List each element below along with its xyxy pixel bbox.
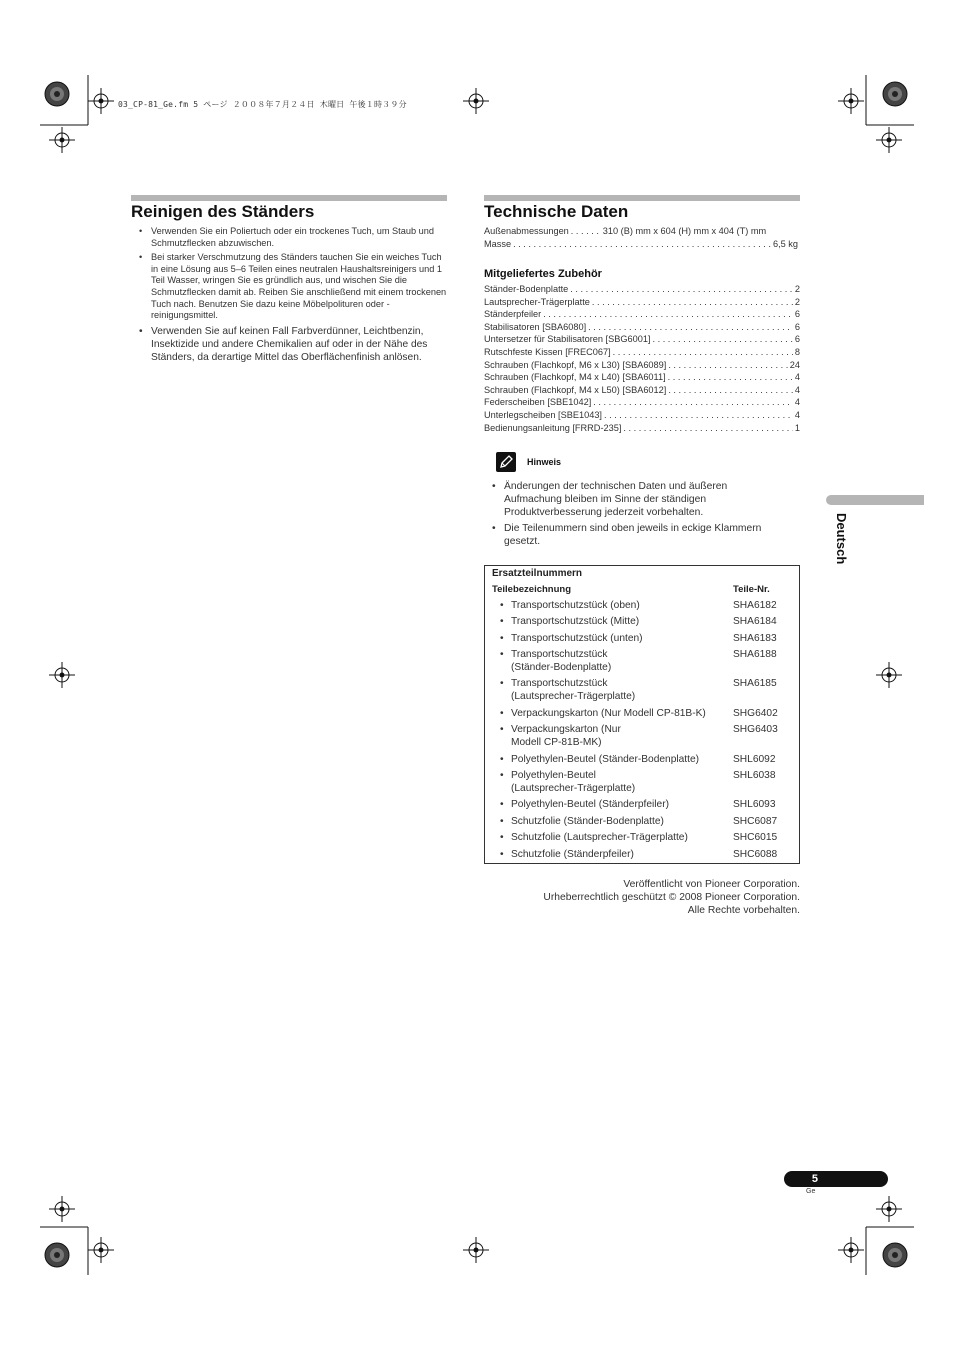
- list-item: • Verwenden Sie ein Poliertuch oder ein trockenes Tuch, um Staub und Schmutzflecken abzuwischen.: [131, 226, 449, 249]
- publisher-line: Urheberrechtlich geschützt © 2008 Pioneer Corporation.: [543, 892, 800, 903]
- spec-row: Außenabmessungen . . . 310 (B) mm x 604 (H) mm x 404 (T) mm: [484, 225, 798, 238]
- section-bar: [131, 195, 447, 201]
- list-item: Schrauben (Flachkopf, M4 x L50) [SBA6012] . . . 4: [484, 384, 800, 397]
- print-header: 03_CP-81_Ge.fm 5 ページ ２００８年７月２４日 木曜日 午後１時３９分: [118, 100, 407, 109]
- note-list: [484, 480, 784, 551]
- list-item: Stabilisatoren [SBA6080] . . . 6: [484, 321, 800, 334]
- spec-row: Masse . . . 6,5 kg: [484, 238, 798, 251]
- language-label: Deutsch: [834, 513, 849, 565]
- note-title: Hinweis: [527, 457, 562, 467]
- list-item: Unterlegscheiben [SBE1043] . . . 4: [484, 409, 800, 422]
- section-title-cleaning: Reinigen des Ständers: [131, 202, 315, 221]
- section-title-specs: Technische Daten: [484, 202, 629, 221]
- registration-mark-icon: [88, 88, 114, 114]
- accessories-list: [484, 283, 800, 434]
- list-item: • Verwenden Sie auf keinen Fall Farbverdünner, Leichtbenzin, Insektizide und andere Chemikalien auf oder in der Nähe des Ständers, da derartige Mittel das Oberflächenfinish anlösen.: [131, 325, 449, 364]
- registration-mark-icon: [838, 88, 864, 114]
- column-header-number: Teile-Nr.: [733, 584, 770, 595]
- accessories-title: Mitgeliefertes Zubehör: [484, 268, 602, 280]
- list-item: Ständerpfeiler . . . 6: [484, 308, 800, 321]
- list-item: Ständer-Bodenplatte . . . 2: [484, 283, 800, 296]
- list-item: Federscheiben [SBE1042] . . . 4: [484, 396, 800, 409]
- list-item: Lautsprecher-Trägerplatte . . . 2: [484, 296, 800, 309]
- spare-parts-table: Ersatzteilnummern Teilebezeichnung Teile-Nr. • Transportschutzstück (oben) SHA6182 • Transportschutzstück (Mitte) SHA6184 • Transportschutzstück (unten) SHA6183 • Transportschutzstück (Ständer-Bodenplatte) SHA6188 • Transportschutzstück (Lautsprecher-Trägerplatte) SHA6185 • Verpackungskarton (Nur Modell CP-81B-K) SHG6402 • Verpackungskarton (Nur Modell CP-81B-MK) SHG6403 • Polyethylen-Beutel (Ständer-Bodenplatte) SHL6092 • Polyethylen-Beutel (Lautsprecher-Trägerplatte) SHL6038 • Polyethylen-Beutel (Ständerpfeiler) SHL6093 • Schutzfolie (Ständer-Bodenplatte) SHC6087 • Schutzfolie (Lautsprecher-Trägerplatte) SHC6015 • Schutzfolie (Ständerpfeiler) SHC6088: [484, 565, 800, 864]
- registration-mark-icon: [463, 88, 489, 114]
- color-disc-icon: [44, 81, 70, 107]
- list-item: Schrauben (Flachkopf, M4 x L40) [SBA6011] . . . 4: [484, 371, 800, 384]
- registration-mark-icon: [463, 1237, 489, 1263]
- registration-mark-icon: [49, 127, 75, 153]
- specs-list: [484, 225, 798, 250]
- registration-mark-icon: [876, 662, 902, 688]
- publisher-info: [543, 878, 800, 917]
- list-item: Rutschfeste Kissen [FREC067] . . . 8: [484, 346, 800, 359]
- registration-mark-icon: [838, 1237, 864, 1263]
- registration-mark-icon: [876, 127, 902, 153]
- list-item: • Die Teilenummern sind oben jeweils in eckige Klammern gesetzt.: [484, 522, 784, 548]
- publisher-line: Alle Rechte vorbehalten.: [687, 905, 800, 916]
- language-tab: [826, 495, 924, 505]
- column-header-name: Teilebezeichnung: [492, 584, 572, 595]
- table-title: Ersatzteilnummern: [492, 568, 583, 579]
- registration-mark-icon: [49, 662, 75, 688]
- list-item: • Bei starker Verschmutzung des Ständers tauchen Sie ein weiches Tuch in eine Lösung aus 5–6 Teilen eines neutralen Haushaltsreinigers und 1 Teil Wasser, wringen Sie es gründlich aus, und wischen Sie die Schmutzflecken damit ab. Reiben Sie anschließend mit einem trockenen Tuch nach. Benutzen Sie dazu keine Möbelpolituren oder -reinigungsmittel.: [131, 252, 449, 322]
- pencil-note-icon: [496, 452, 516, 472]
- color-disc-icon: [44, 1242, 70, 1268]
- registration-mark-icon: [88, 1237, 114, 1263]
- list-item: • Änderungen der technischen Daten und äußeren Aufmachung bleiben im Sinne der ständigen Produktverbesserung jederzeit vorbehalten.: [484, 480, 784, 519]
- section-bar: [484, 195, 800, 201]
- list-item: Schrauben (Flachkopf, M6 x L30) [SBA6089] . . . 24: [484, 359, 800, 372]
- list-item: Untersetzer für Stabilisatoren [SBG6001] . . . 6: [484, 333, 800, 346]
- publisher-line: Veröffentlicht von Pioneer Corporation.: [623, 879, 800, 890]
- cleaning-instructions: [131, 226, 449, 367]
- page-language-code: Ge: [806, 1188, 816, 1195]
- list-item: Bedienungsanleitung [FRRD-235] . . . 1: [484, 422, 800, 435]
- registration-mark-icon: [49, 1196, 75, 1222]
- page-number: 5: [784, 1171, 888, 1187]
- color-disc-icon: [882, 1242, 908, 1268]
- registration-mark-icon: [876, 1196, 902, 1222]
- color-disc-icon: [882, 81, 908, 107]
